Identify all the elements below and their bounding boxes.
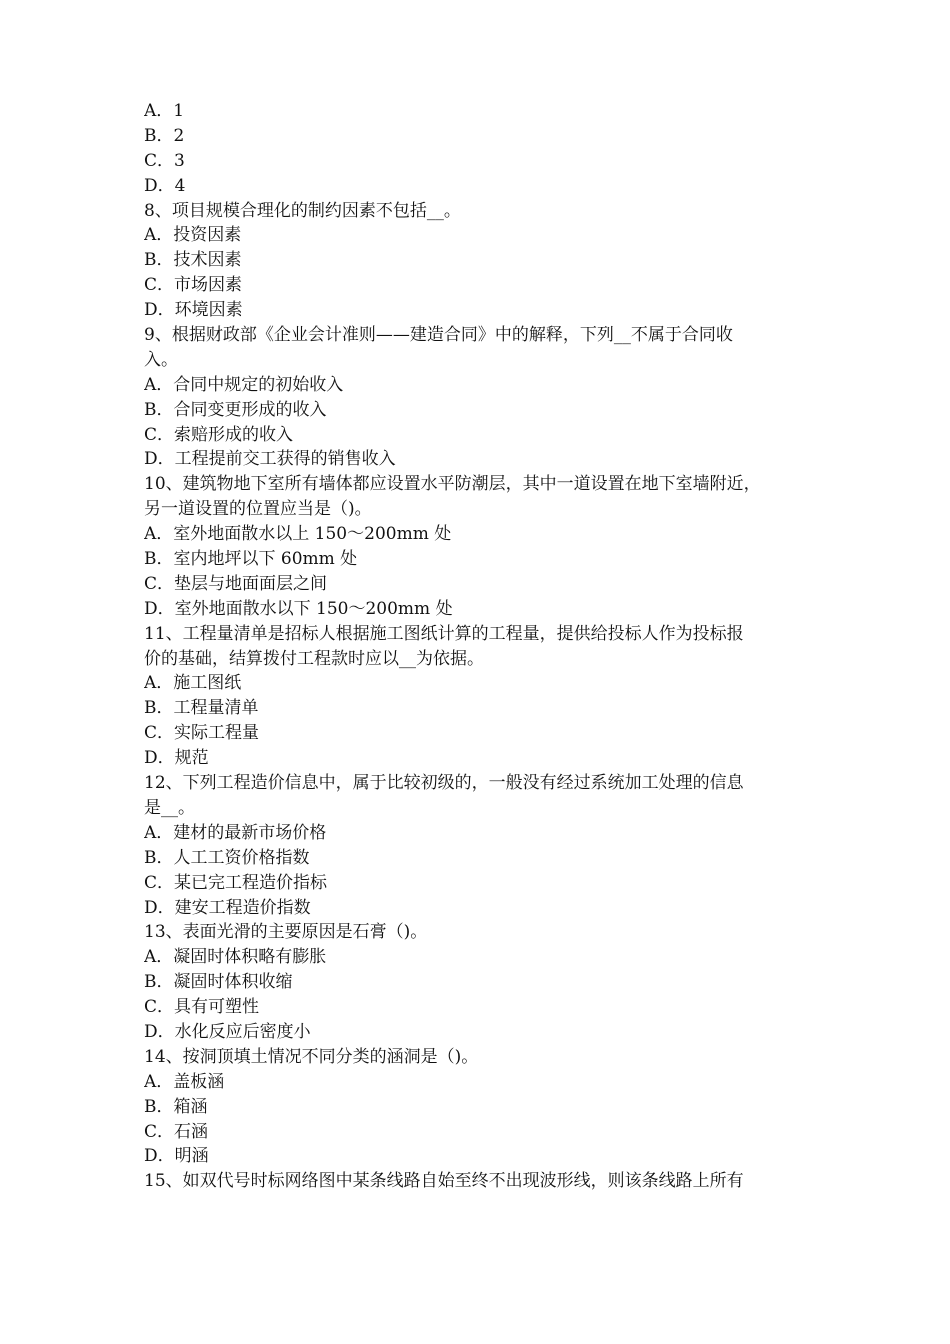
answer-option: C．石涵: [144, 1121, 209, 1142]
answer-option: C．索赔形成的收入: [144, 424, 294, 445]
question-text-line: 13、表面光滑的主要原因是石膏（)。: [144, 922, 428, 943]
answer-option: A．投资因素: [144, 225, 242, 246]
answer-option: A．1: [144, 101, 185, 121]
answer-option: D．工程提前交工获得的销售收入: [144, 449, 396, 470]
question-text-line: 入。: [144, 349, 178, 370]
answer-option: D．水化反应后密度小: [144, 1021, 311, 1042]
answer-option: C．3: [144, 150, 185, 171]
answer-option: C．市场因素: [144, 275, 243, 296]
question-text-line: 10、建筑物地下室所有墙体都应设置水平防潮层，其中一道设置在地下室墙附近，: [144, 474, 761, 495]
answer-option: B．人工工资价格指数: [144, 847, 310, 868]
answer-option: A．合同中规定的初始收入: [144, 374, 344, 395]
answer-option: A．建材的最新市场价格: [144, 822, 327, 843]
answer-option: D．环境因素: [144, 300, 243, 321]
answer-option: D．规范: [144, 748, 209, 769]
answer-option: B．箱涵: [144, 1096, 208, 1117]
answer-option: B．工程量清单: [144, 698, 259, 719]
question-text-line: 12、下列工程造价信息中，属于比较初级的，一般没有经过系统加工处理的信息: [144, 773, 744, 794]
question-text-line: 价的基础，结算拨付工程款时应以__为依据。: [144, 648, 484, 669]
answer-option: A．施工图纸: [144, 673, 242, 694]
answer-option: B．2: [144, 125, 185, 146]
question-text-line: 是__。: [144, 797, 195, 818]
answer-option: A．盖板涵: [144, 1071, 225, 1092]
question-text-line: 另一道设置的位置应当是（)。: [144, 499, 372, 520]
answer-option: D．4: [144, 175, 186, 196]
answer-option: C．垫层与地面面层之间: [144, 573, 328, 594]
answer-option: C．具有可塑性: [144, 997, 260, 1018]
answer-option: B．凝固时体积收缩: [144, 972, 293, 993]
answer-option: A．凝固时体积略有膨胀: [144, 947, 327, 968]
answer-option: D．明涵: [144, 1146, 209, 1167]
question-text-line: 14、按洞顶填土情况不同分类的涵洞是（)。: [144, 1046, 479, 1067]
answer-option: A．室外地面散水以上 150～200mm 处: [144, 524, 452, 545]
answer-option: D．建安工程造价指数: [144, 897, 311, 918]
answer-option: D．室外地面散水以下 150～200mm 处: [144, 598, 453, 619]
answer-option: B．室内地坪以下 60mm 处: [144, 549, 358, 570]
question-text-line: 9、根据财政部《企业会计准则——建造合同》中的解释，下列__不属于合同收: [144, 325, 733, 346]
answer-option: C．实际工程量: [144, 723, 260, 744]
answer-option: B．合同变更形成的收入: [144, 399, 327, 420]
question-text-line: 11、工程量清单是招标人根据施工图纸计算的工程量，提供给投标人作为投标报: [144, 623, 744, 644]
document-page: [144, 99, 810, 1194]
question-text-line: 15、如双代号时标网络图中某条线路自始至终不出现波形线，则该条线路上所有: [144, 1171, 744, 1192]
answer-option: C．某已完工程造价指标: [144, 872, 328, 893]
question-text-line: 8、项目规模合理化的制约因素不包括__。: [144, 200, 461, 221]
answer-option: B．技术因素: [144, 250, 242, 271]
